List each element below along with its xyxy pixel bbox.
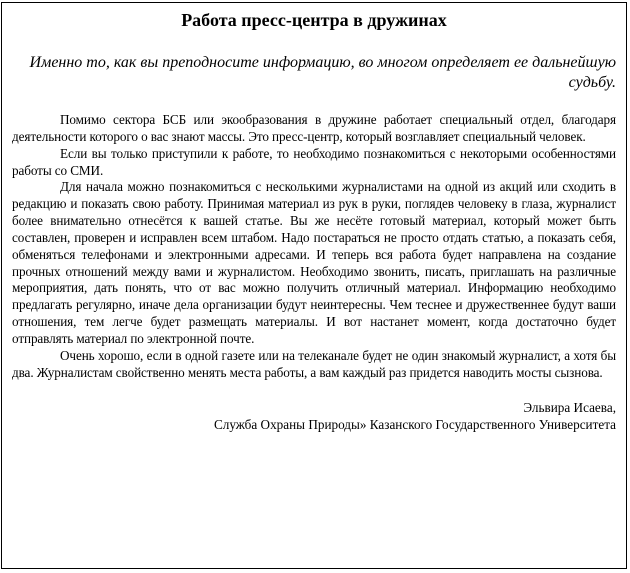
signature-block	[12, 399, 616, 433]
article-frame	[1, 2, 627, 569]
paragraph-1: Помимо сектора БСБ или экообразования в дружине работает специальный отдел, благодаря деятельности которого о вас знают массы. Это пресс-центр, который возглавляет специальный человек.	[12, 112, 616, 144]
signature-author: Эльвира Исаева,	[523, 399, 616, 415]
epigraph: Именно то, как вы преподносите информацию, во многом определяет ее дальнейшую судьбу.	[29, 54, 616, 91]
article-title: Работа пресс-центра в дружинах	[181, 10, 447, 30]
paragraph-2: Если вы только приступили к работе, то необходимо познакомиться с некоторыми особенностями работы со СМИ.	[12, 145, 616, 178]
signature-affiliation: Служба Охраны Природы» Казанского Государственного Университета	[213, 416, 616, 432]
paragraph-4: Очень хорошо, если в одной газете или на телеканале будет не один знакомый журналист, а хотя бы два. Журналистам свойственно менять места работы, а вам каждый раз придется наводить мосты сызнова.	[12, 347, 616, 380]
paragraph-3: Для начала можно познакомиться с несколькими журналистами на одной из акций или сходить в редакцию и показать свою работу. Принимая материал из рук в руки, поглядев человеку в глаза, журналист более внимательно отнесётся к вашей статье. Вы же несёте готовый материал, который может быть составлен, проверен и исправлен всем штабом. Надо постараться не просто отдать статью, а показать себя, обменяться телефонами и электронными адресами. И теперь вся работа будет направлена на создание прочных отношений между вами и журналистом. Необходимо звонить, писать, приглашать на различные мероприятия, дать понять, что от вас можно получить отличный материал. Информацию необходимо предлагать регулярно, иначе дела организации будут неинтересны. Чем теснее и дружественнее будут ваши отношения, тем легче будет размещать материалы. И вот настанет момент, когда достаточно будет отправлять материал по электронной почте.	[12, 179, 616, 346]
article-body	[12, 112, 616, 382]
